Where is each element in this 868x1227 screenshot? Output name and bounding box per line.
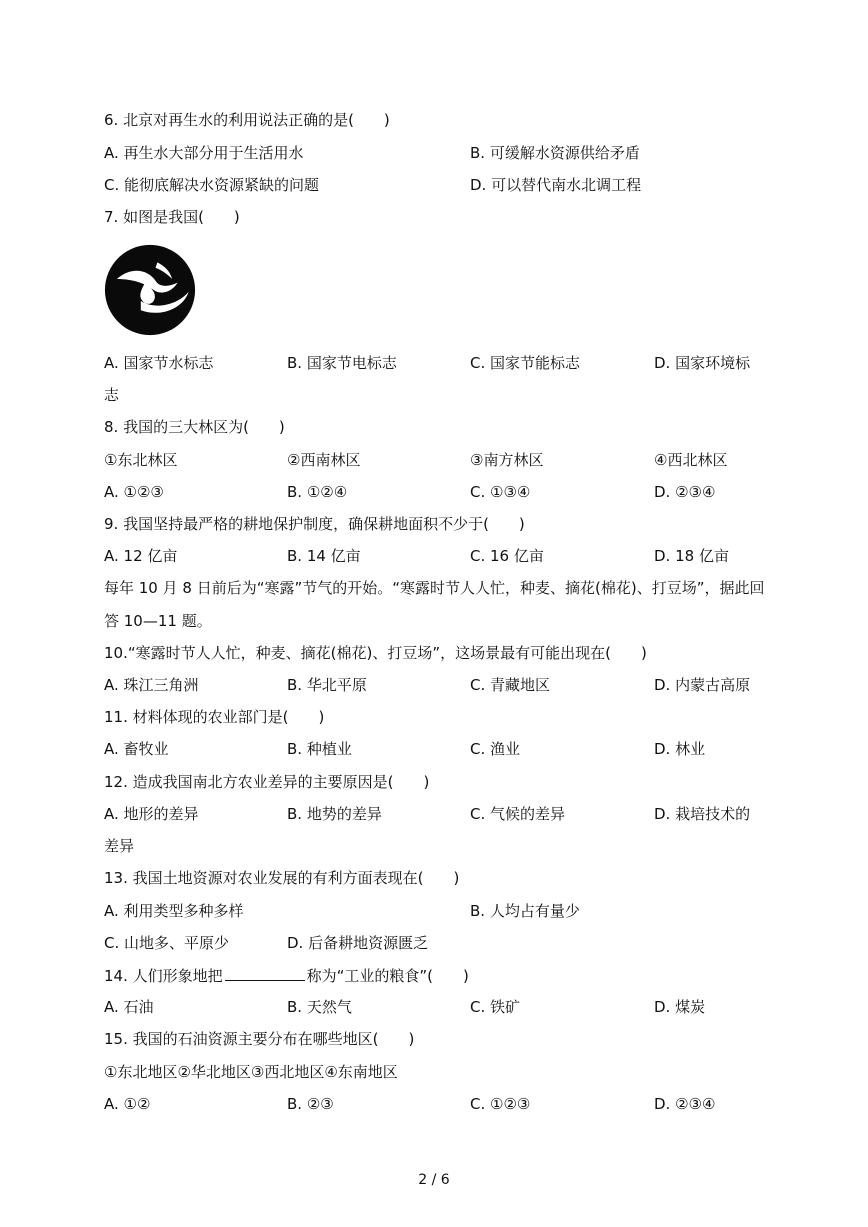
q13-option-c: C. 山地多、平原少: [104, 934, 230, 952]
q9-option-c: C. 16 亿亩: [470, 547, 544, 565]
q13-option-b: B. 人均占有量少: [470, 902, 580, 920]
q14-stem-after: 称为“工业的粮食”( ): [306, 967, 469, 985]
q6-option-b: B. 可缓解水资源供给矛盾: [470, 144, 640, 162]
q12-option-c: C. 气候的差异: [470, 805, 566, 823]
q15-option-a: A. ①②: [104, 1095, 151, 1113]
material-text: 答 10—11 题。: [104, 612, 212, 630]
q8-option-d: D. ②③④: [654, 483, 716, 501]
q6-stem: 6. 北京对再生水的利用说法正确的是( ): [104, 111, 390, 129]
water-saving-logo-icon: [104, 244, 196, 336]
q14-stem: [104, 965, 469, 986]
q7-stem: 7. 如图是我国( ): [104, 208, 240, 226]
q9-option-b: B. 14 亿亩: [287, 547, 361, 565]
q14-option-d: D. 煤炭: [654, 998, 706, 1016]
q8-item: ③南方林区: [470, 451, 544, 469]
q15-option-b: B. ②③: [287, 1095, 334, 1113]
q8-stem: 8. 我国的三大林区为( ): [104, 418, 285, 436]
q11-option-d: D. 林业: [654, 740, 706, 758]
q12-option-a: A. 地形的差异: [104, 805, 199, 823]
q10-option-d: D. 内蒙古高原: [654, 676, 751, 694]
q6-option-c: C. 能彻底解决水资源紧缺的问题: [104, 176, 320, 194]
q10-option-b: B. 华北平原: [287, 676, 367, 694]
q10-option-a: A. 珠江三角洲: [104, 676, 199, 694]
q7-option-c: C. 国家节能标志: [470, 354, 581, 372]
material-text: 每年 10 月 8 日前后为“寒露”节气的开始。“寒露时节人人忙，种麦、摘花(棉花)、打豆场”，据此回: [104, 579, 765, 597]
q11-option-c: C. 渔业: [470, 740, 521, 758]
q15-items: ①东北地区②华北地区③西北地区④东南地区: [104, 1063, 398, 1081]
q15-option-c: C. ①②③: [470, 1095, 531, 1113]
q8-option-c: C. ①③④: [470, 483, 531, 501]
q9-stem: 9. 我国坚持最严格的耕地保护制度，确保耕地面积不少于( ): [104, 515, 525, 533]
q6-option-d: D. 可以替代南水北调工程: [470, 176, 642, 194]
q7-option-a: A. 国家节水标志: [104, 354, 214, 372]
q7-option-b: B. 国家节电标志: [287, 354, 397, 372]
q7-option-d: D. 国家环境标: [654, 354, 751, 372]
q8-option-b: B. ①②④: [287, 483, 348, 501]
q15-option-d: D. ②③④: [654, 1095, 716, 1113]
q9-option-a: A. 12 亿亩: [104, 547, 178, 565]
q8-item: ④西北林区: [654, 451, 728, 469]
q12-stem: 12. 造成我国南北方农业差异的主要原因是( ): [104, 773, 430, 791]
q9-option-d: D. 18 亿亩: [654, 547, 729, 565]
q11-option-a: A. 畜牧业: [104, 740, 169, 758]
q14-option-a: A. 石油: [104, 998, 154, 1016]
q13-option-d: D. 后备耕地资源匮乏: [287, 934, 429, 952]
q11-option-b: B. 种植业: [287, 740, 352, 758]
q10-option-c: C. 青藏地区: [470, 676, 551, 694]
q10-stem: 10.“寒露时节人人忙，种麦、摘花(棉花)、打豆场”，这场景最有可能出现在( ): [104, 644, 647, 662]
q14-blank: [225, 965, 305, 981]
q12-option-b: B. 地势的差异: [287, 805, 382, 823]
q6-option-a: A. 再生水大部分用于生活用水: [104, 144, 304, 162]
q12-option-d-wrap: 差异: [104, 837, 135, 855]
q13-option-a: A. 利用类型多种多样: [104, 902, 244, 920]
page-number: 2 / 6: [418, 1172, 450, 1188]
q14-stem-before: 14. 人们形象地把: [104, 967, 223, 985]
q12-option-d: D. 栽培技术的: [654, 805, 751, 823]
q11-stem: 11. 材料体现的农业部门是( ): [104, 708, 325, 726]
q13-stem: 13. 我国土地资源对农业发展的有利方面表现在( ): [104, 869, 460, 887]
q7-option-d-wrap: 志: [104, 386, 120, 404]
q15-stem: 15. 我国的石油资源主要分布在哪些地区( ): [104, 1030, 415, 1048]
q14-option-c: C. 铁矿: [470, 998, 521, 1016]
q8-item: ②西南林区: [287, 451, 361, 469]
q14-option-b: B. 天然气: [287, 998, 352, 1016]
q8-item: ①东北林区: [104, 451, 178, 469]
q8-option-a: A. ①②③: [104, 483, 164, 501]
